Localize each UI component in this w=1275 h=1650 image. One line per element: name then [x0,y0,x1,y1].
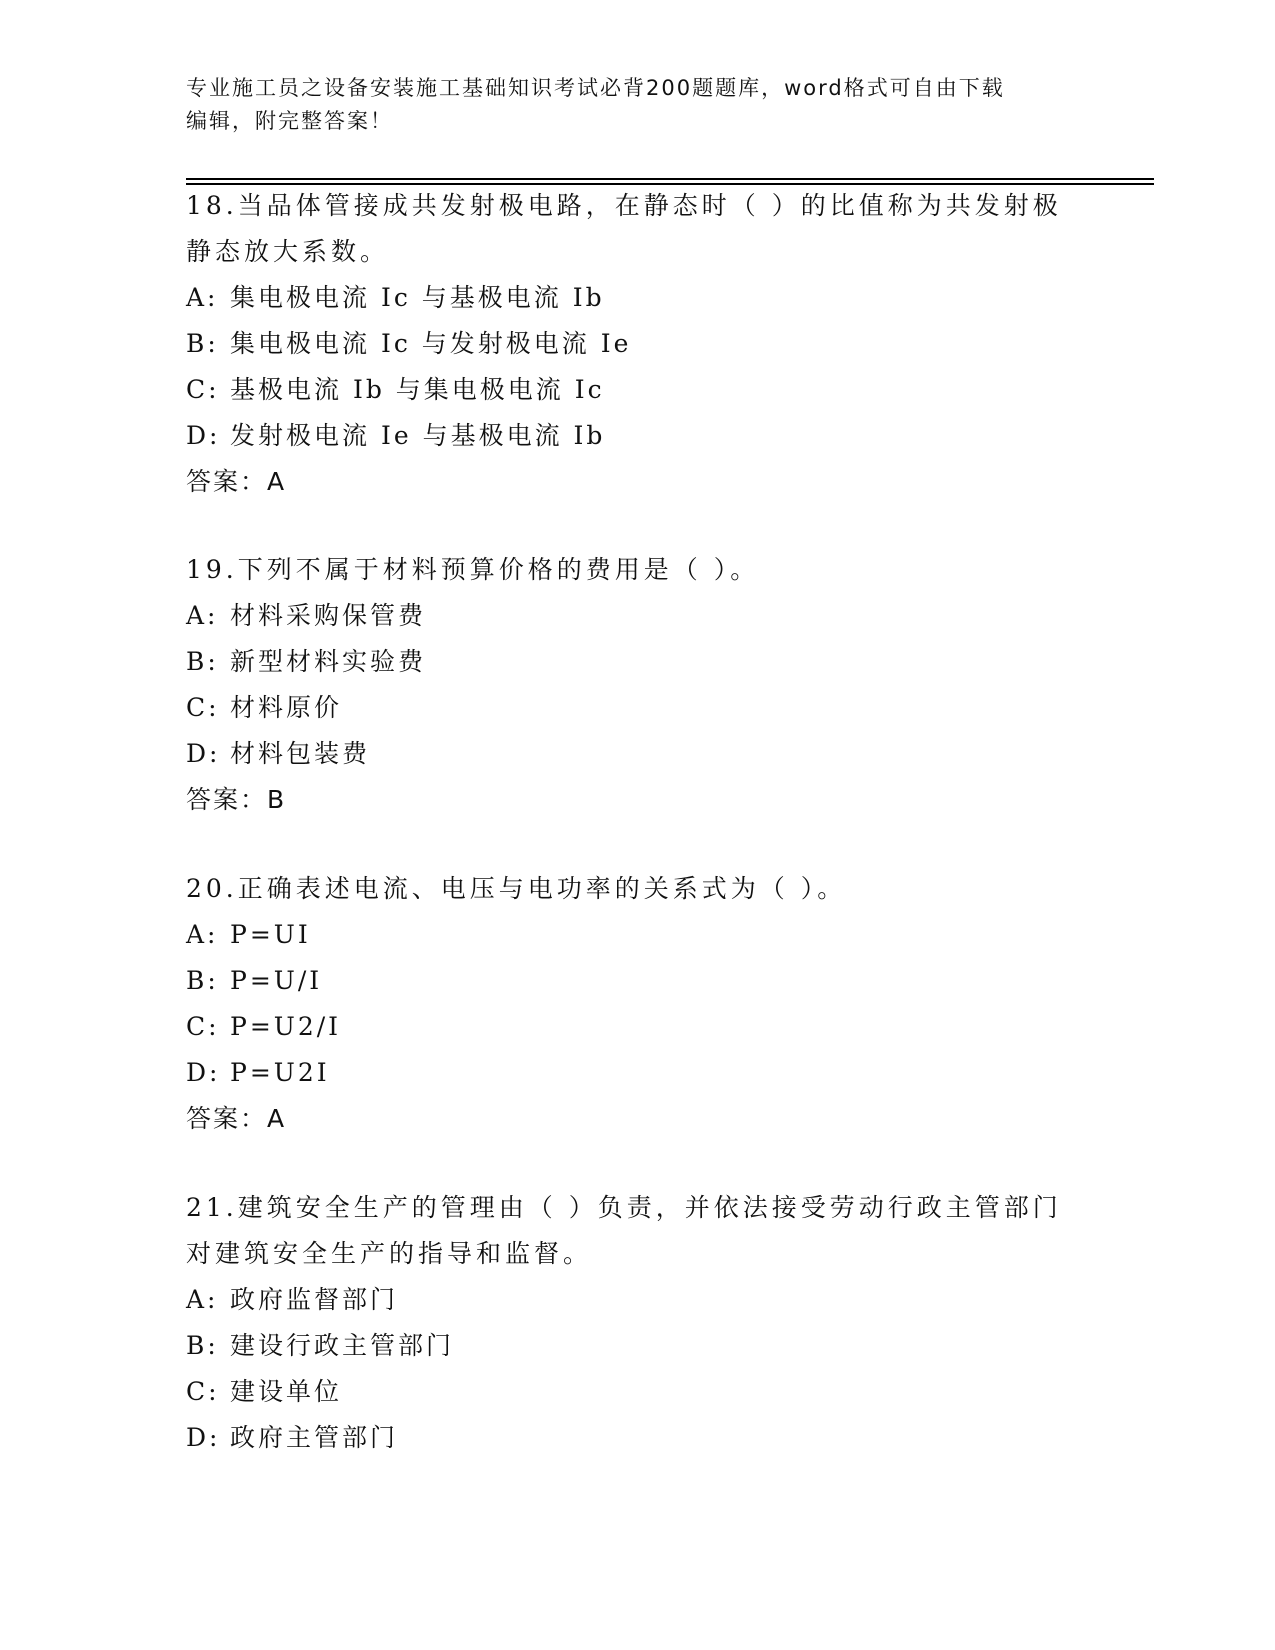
question-text-line: 21.建筑安全生产的管理由（ ）负责，并依法接受劳动行政主管部门 [186,1193,1062,1222]
option-letter: B: [186,647,219,676]
option-text: P=U2I [230,1058,330,1087]
option-text: P=UI [230,920,311,949]
option-letter: D: [186,1058,221,1087]
option-letter: C: [186,1012,220,1041]
option-d [186,413,1086,459]
question-text-line: 20.正确表述电流、电压与电功率的关系式为（ ）。 [186,874,847,903]
option-letter: C: [186,1377,220,1406]
option-a [186,912,1086,958]
question-20 [186,866,1086,1142]
option-a [186,593,1086,639]
option-a [186,275,1086,321]
option-c [186,367,1086,413]
option-d [186,1050,1086,1096]
header-title-line-1: 专业施工员之设备安装施工基础知识考试必背200题题库，word格式可自由下载 [186,76,1005,100]
option-letter: A: [186,1285,219,1314]
option-c [186,1369,1086,1415]
option-b [186,639,1086,685]
option-text: 发射极电流 Ie 与基极电流 Ib [230,421,606,450]
header-title-line-2: 编辑，附完整答案！ [186,109,393,133]
question-text [186,183,1086,275]
question-text-line: 静态放大系数。 [186,237,390,266]
option-text: P=U/I [230,966,323,995]
option-letter: D: [186,739,221,768]
option-letter: A: [186,283,219,312]
question-21 [186,1185,1086,1461]
option-text: P=U2/I [230,1012,342,1041]
option-text: 建设单位 [230,1377,343,1406]
option-b [186,1323,1086,1369]
option-letter: B: [186,1331,219,1360]
question-text-line: 对建筑安全生产的指导和监督。 [186,1239,593,1268]
answer-label: 答案：A [186,1104,287,1133]
option-b [186,321,1086,367]
answer-label: 答案：B [186,785,287,814]
question-text [186,547,1086,593]
option-text: 集电极电流 Ic 与基极电流 Ib [230,283,605,312]
option-letter: A: [186,920,219,949]
question-19 [186,547,1086,823]
option-text: 集电极电流 Ic 与发射极电流 Ie [230,329,632,358]
option-d [186,1415,1086,1461]
option-letter: B: [186,329,219,358]
option-text: 材料原价 [230,693,343,722]
question-18 [186,183,1086,505]
option-a [186,1277,1086,1323]
option-text: 材料包装费 [230,739,371,768]
question-text-line: 18.当品体管接成共发射极电路，在静态时（ ）的比值称为共发射极 [186,191,1062,220]
option-d [186,731,1086,777]
option-letter: C: [186,375,220,404]
option-letter: A: [186,601,219,630]
option-letter: C: [186,693,220,722]
option-c [186,685,1086,731]
option-c [186,1004,1086,1050]
option-text: 政府监督部门 [230,1285,399,1314]
option-text: 新型材料实验费 [230,647,427,676]
option-letter: D: [186,1423,221,1452]
answer-label: 答案：A [186,467,287,496]
question-text [186,1185,1086,1277]
option-b [186,958,1086,1004]
document-header [186,72,1066,138]
option-text: 建设行政主管部门 [230,1331,455,1360]
option-text: 材料采购保管费 [230,601,427,630]
header-divider-top [186,178,1154,180]
option-letter: D: [186,421,221,450]
question-text [186,866,1086,912]
question-text-line: 19.下列不属于材料预算价格的费用是（ ）。 [186,555,760,584]
option-text: 基极电流 Ib 与集电极电流 Ic [230,375,605,404]
option-text: 政府主管部门 [230,1423,399,1452]
option-letter: B: [186,966,219,995]
